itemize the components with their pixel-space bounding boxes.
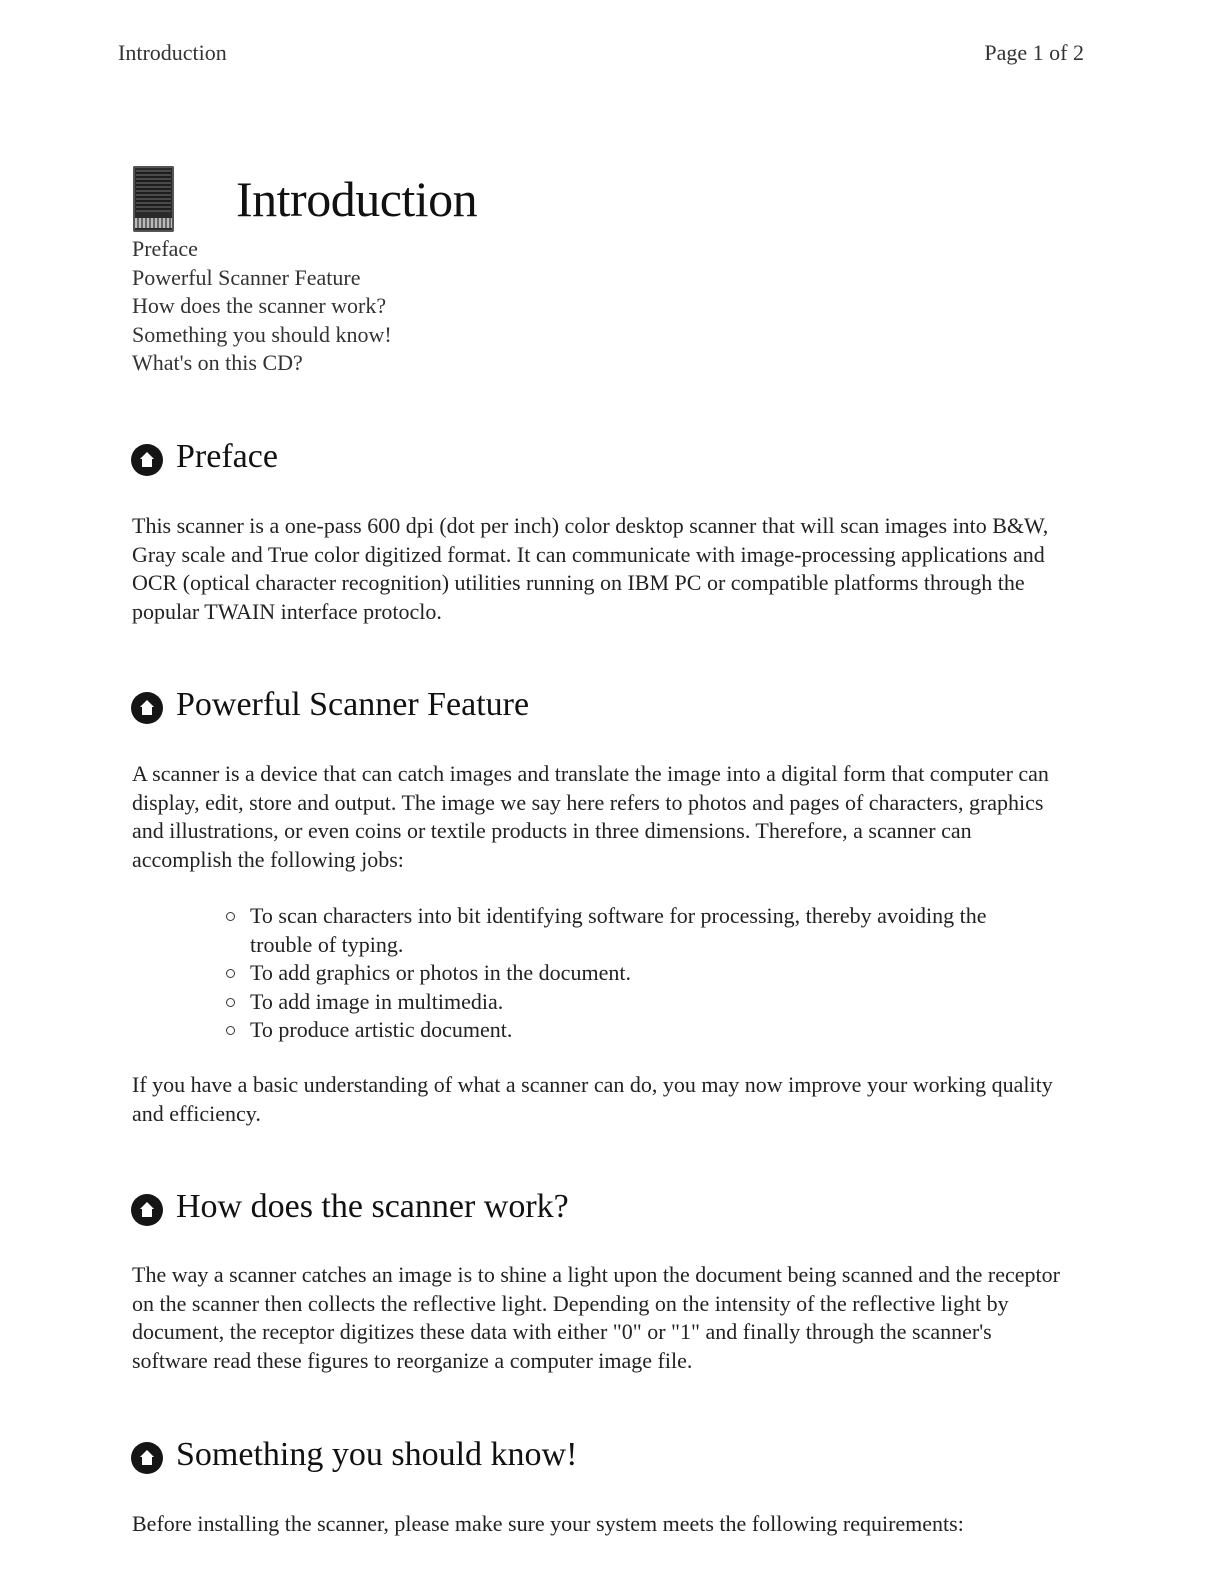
features-closing: If you have a basic understanding of what a scanner can do, you may now improve your working quality and efficiency. [132,1072,1053,1126]
list-item: To produce artistic document. [226,1016,1026,1045]
section-title: Powerful Scanner Feature [176,686,530,723]
home-icon[interactable] [131,444,163,476]
page-title: Introduction [236,170,478,227]
toc-link-cd[interactable]: What's on this CD? [132,350,303,375]
table-of-contents [132,235,392,378]
how-heading [131,1188,569,1226]
book-icon [133,166,174,232]
section-title: Something you should know! [176,1436,578,1473]
home-icon[interactable] [131,692,163,724]
running-header [118,40,1084,66]
toc-link-preface[interactable]: Preface [132,236,198,261]
features-bullet-list [226,902,1026,1045]
home-icon[interactable] [131,1442,163,1474]
know-heading [131,1436,577,1474]
list-item: To add image in multimedia. [226,988,1026,1017]
page-number: Page 1 of 2 [984,40,1084,65]
how-body: The way a scanner catches an image is to shine a light upon the document being scanned and the receptor on the scanner then collects the reflective light. Depending on the intensity of the reflective light by document, the receptor digitizes these data with either "0" or "1" and finally through the scanner's software read these figures to reorganize a computer image file. [132,1262,1060,1373]
toc-link-how[interactable]: How does the scanner work? [132,293,387,318]
preface-heading [131,438,278,476]
home-icon[interactable] [131,1194,163,1226]
features-heading [131,686,529,724]
section-title: Preface [176,438,278,475]
know-body: Before installing the scanner, please make sure your system meets the following requirements: [132,1511,964,1536]
circle-bullet-icon [226,1026,235,1035]
toc-link-know[interactable]: Something you should know! [132,321,392,347]
circle-bullet-icon [226,969,235,978]
list-item: To scan characters into bit identifying software for processing, thereby avoiding the trouble of typing. [226,902,1026,959]
running-header-title: Introduction [118,40,227,65]
circle-bullet-icon [226,912,235,921]
list-item: To add graphics or photos in the document. [226,959,1026,988]
circle-bullet-icon [226,998,235,1007]
toc-link-features[interactable]: Powerful Scanner Feature [132,264,361,290]
preface-body: This scanner is a one-pass 600 dpi (dot per inch) color desktop scanner that will scan images into B&W, Gray scale and True color digitized format. It can communicate with image-processing applications and OCR (optical character recognition) utilities running on IBM PC or compatible platforms through the popular TWAIN interface protoclo. [132,513,1049,624]
features-body: A scanner is a device that can catch images and translate the image into a digital form that computer can display, edit, store and output. The image we say here refers to photos and pages of characters, graphics and illustrations, or even coins or textile products in three dimensions. Therefore, a scanner can accomplish the following jobs: [132,761,1049,872]
section-title: How does the scanner work? [176,1188,569,1225]
